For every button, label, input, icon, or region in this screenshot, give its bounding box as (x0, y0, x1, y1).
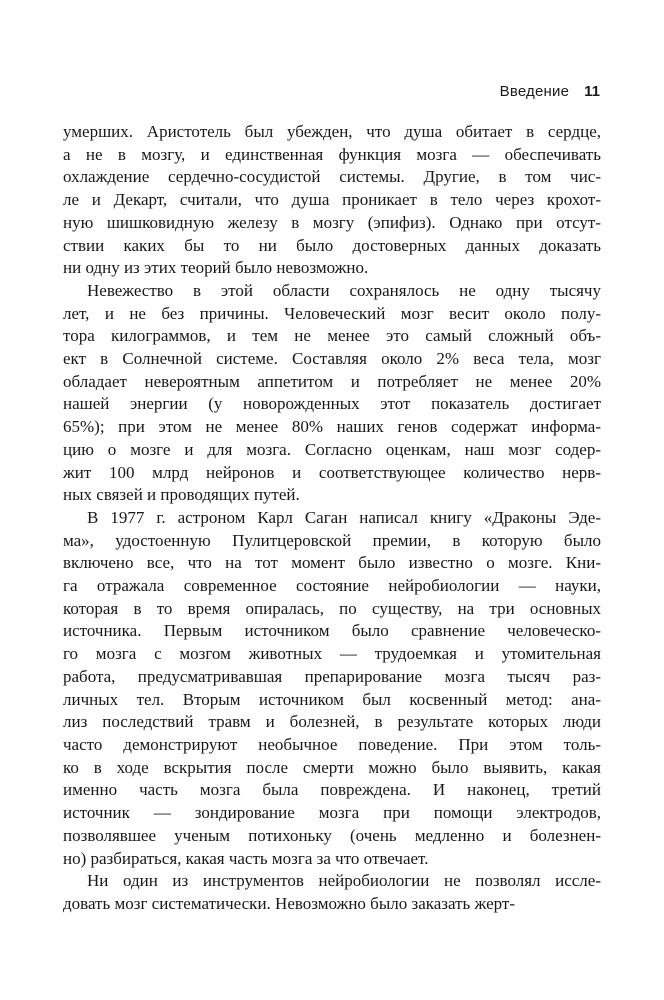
text-line: го мозга с мозгом животных — трудоемкая и утомительная (63, 644, 601, 664)
paragraph (63, 280, 601, 507)
text-line: включено все, что на тот момент было известно о мозге. Кни- (63, 553, 601, 573)
text-line: жит 100 млрд нейронов и соответствующее количество нерв- (63, 462, 601, 482)
text-line: лет, и не без причины. Человеческий мозг весит около полу- (63, 303, 601, 323)
text-line: ект в Солнечной системе. Составляя около 2% веса тела, мозг (63, 349, 601, 369)
text-line: довать мозг систематически. Невозможно было заказать жерт- (63, 893, 515, 913)
text-line: ко в ходе вскрытия после смерти можно было выявить, какая (63, 757, 601, 777)
text-line: которая в то время опиралась, по существу, на три основных (63, 598, 601, 618)
text-line: Невежество в этой области сохранялось не одну тысячу (87, 280, 601, 300)
text-line: лиз последствий травм и болезней, в результате которых люди (63, 712, 601, 732)
paragraph (63, 870, 601, 915)
text-line: ствии каких бы то ни было достоверных данных доказать (63, 235, 601, 255)
text-line: часто демонстрируют необычное поведение. При этом толь- (63, 734, 601, 754)
text-line: позволявшее ученым потихоньку (очень медленно и болезнен- (63, 825, 601, 845)
paragraph (63, 507, 601, 870)
text-line: нашей энергии (у новорожденных этот показатель достигает (63, 394, 601, 414)
text-line: работа, предусматривавшая препарирование мозга тысяч раз- (63, 666, 601, 686)
text-line: га отражала современное состояние нейробиологии — науки, (63, 576, 601, 596)
paragraph (63, 121, 601, 280)
text-line: ни одну из этих теорий было невозможно. (63, 258, 369, 278)
text-line: ле и Декарт, считали, что душа проникает в тело через крохот- (63, 190, 601, 210)
text-line: 65%); при этом не менее 80% наших генов содержат информа- (63, 417, 601, 437)
text-line: тора килограммов, и тем не менее это самый сложный объ- (63, 326, 601, 346)
text-line: обладает невероятным аппетитом и потребляет не менее 20% (63, 371, 601, 391)
text-line: источник — зондирование мозга при помощи электродов, (63, 803, 601, 823)
text-line: цию о мозге и для мозга. Согласно оценкам, наш мозг содер- (63, 439, 601, 459)
text-line: а не в мозгу, и единственная функция мозга — обеспечивать (63, 144, 601, 164)
text-line: ма», удостоенную Пулитцеровской премии, в которую было (63, 530, 601, 550)
text-line: умерших. Аристотель был убежден, что душа обитает в сердце, (63, 122, 601, 141)
body-text (63, 121, 601, 916)
text-line: Ни один из инструментов нейробиологии не позволял иссле- (87, 871, 601, 891)
text-line: В 1977 г. астроном Карл Саган написал книгу «Драконы Эде- (87, 507, 601, 527)
page-number: 11 (584, 83, 600, 100)
text-line: личных тел. Вторым источником был косвенный метод: ана- (63, 689, 601, 709)
text-line: охлаждение сердечно-сосудистой системы. Другие, в том чис- (63, 167, 601, 187)
text-line: источника. Первым источником было сравнение человеческо- (63, 621, 601, 641)
text-line: именно часть мозга была повреждена. И наконец, третий (63, 780, 601, 800)
text-line: ную шишковидную железу в мозгу (эпифиз). Однако при отсут- (63, 212, 601, 232)
chapter-title: Введение (499, 83, 570, 100)
page-header (63, 84, 600, 100)
text-line: но) разбираться, какая часть мозга за что отвечает. (63, 848, 429, 868)
text-line: ных связей и проводящих путей. (63, 485, 300, 505)
